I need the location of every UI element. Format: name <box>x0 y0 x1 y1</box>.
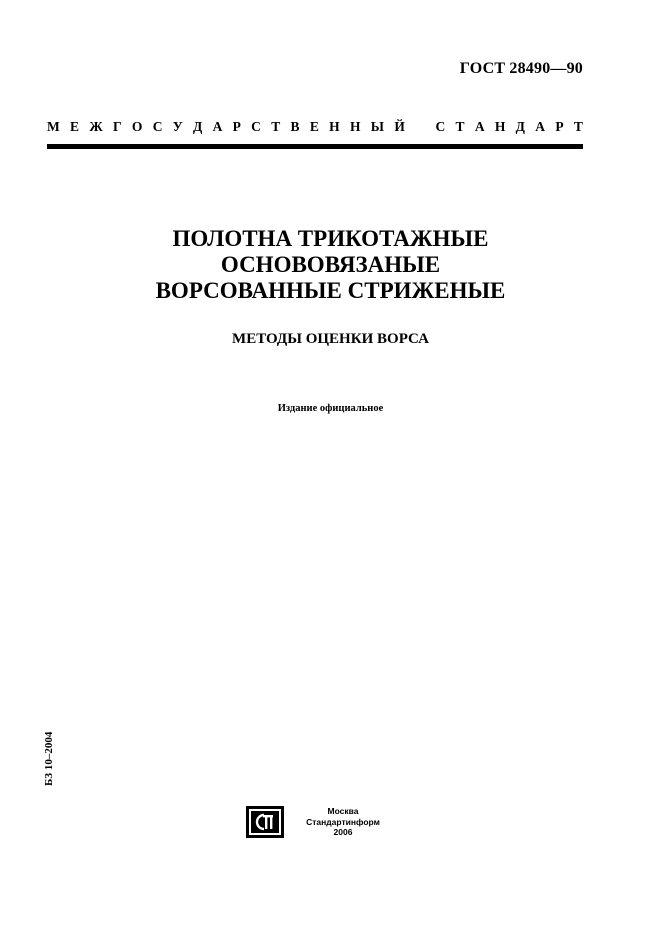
header-letter: Е <box>70 119 80 134</box>
publisher-city: Москва <box>327 806 359 816</box>
header-letter: А <box>474 119 485 134</box>
header-letter: С <box>251 119 261 134</box>
document-title <box>0 226 661 304</box>
header-letter: А <box>212 119 223 134</box>
header-letter: Т <box>271 119 281 134</box>
header-letter: Р <box>232 119 241 134</box>
header-letter: А <box>535 119 546 134</box>
header-letter: Т <box>455 119 465 134</box>
header-word-gap <box>415 119 425 135</box>
document-code: ГОСТ 28490—90 <box>459 60 583 77</box>
header-letter: Ы <box>370 119 385 134</box>
header-letter: У <box>172 119 183 134</box>
title-line-2: ОСНОВОВЯЗАНЫЕ <box>220 252 441 277</box>
title-line-3: ВОРСОВАННЫЕ СТРИЖЕНЫЕ <box>155 278 506 303</box>
publisher-name: Стандартинформ <box>306 816 380 827</box>
publisher-imprint <box>288 806 398 838</box>
header-letter: Р <box>555 119 564 134</box>
standartinform-logo-icon <box>246 806 284 838</box>
header-rule <box>47 144 583 149</box>
document-subtitle: МЕТОДЫ ОЦЕНКИ ВОРСА <box>232 331 429 347</box>
header-letter: Т <box>573 119 583 134</box>
header-letter: Е <box>309 119 319 134</box>
header-letter: С <box>435 119 446 134</box>
header-letter: В <box>290 119 300 134</box>
header-letter: Н <box>349 119 361 134</box>
header-letter: Н <box>494 119 506 134</box>
header-letter: О <box>131 119 143 134</box>
edition-note: Издание официальное <box>277 403 384 414</box>
header-letter: Ж <box>89 119 103 134</box>
header-letter: Г <box>113 119 122 134</box>
header-letter: Й <box>394 119 405 134</box>
header-letter: М <box>47 119 60 134</box>
header-letter: Д <box>192 119 203 134</box>
header-letter: С <box>152 119 163 134</box>
title-line-1: ПОЛОТНА ТРИКОТАЖНЫЕ <box>172 226 489 251</box>
side-code: БЗ 10–2004 <box>43 731 55 786</box>
header-letter: Д <box>515 119 525 134</box>
publisher-year: 2006 <box>333 827 353 837</box>
header-interstate-standard <box>47 119 583 135</box>
header-letter: Н <box>329 119 340 134</box>
